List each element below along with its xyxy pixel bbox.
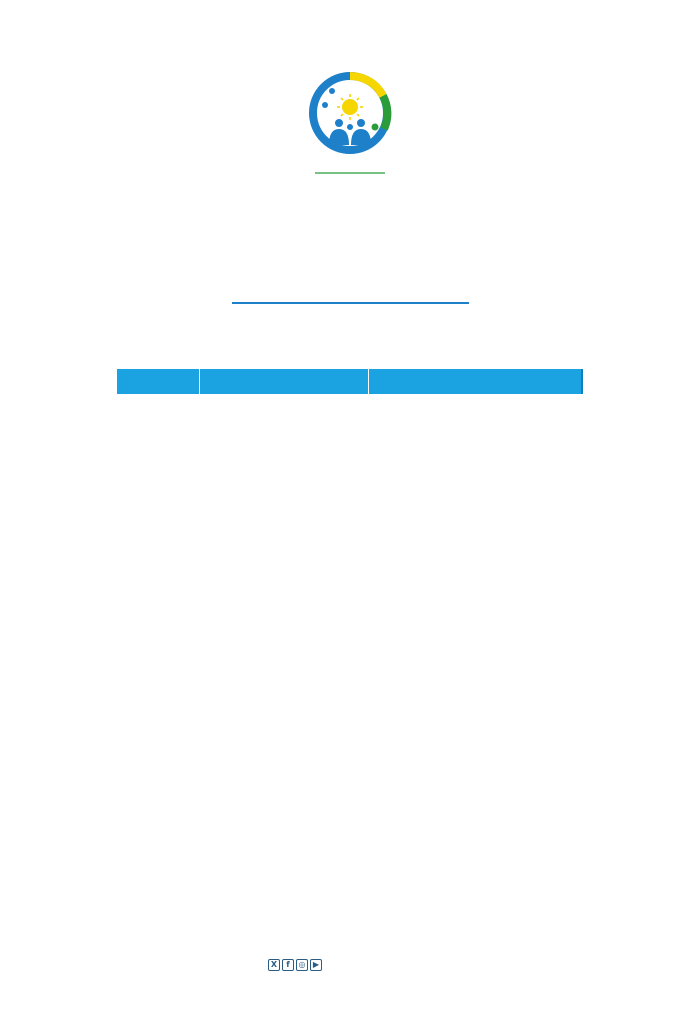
header-rank — [117, 369, 200, 394]
title-divider — [232, 302, 469, 304]
header-score — [369, 369, 583, 394]
social-footer — [268, 957, 328, 973]
instagram-icon[interactable]: ◎ — [296, 959, 308, 971]
header-district — [200, 369, 369, 394]
youtube-icon[interactable]: ▶ — [310, 959, 322, 971]
crvs-logo — [287, 45, 413, 195]
x-icon[interactable]: X — [268, 959, 280, 971]
ranking-table — [117, 369, 583, 394]
table-header-row — [117, 369, 582, 394]
facebook-icon[interactable]: f — [282, 959, 294, 971]
